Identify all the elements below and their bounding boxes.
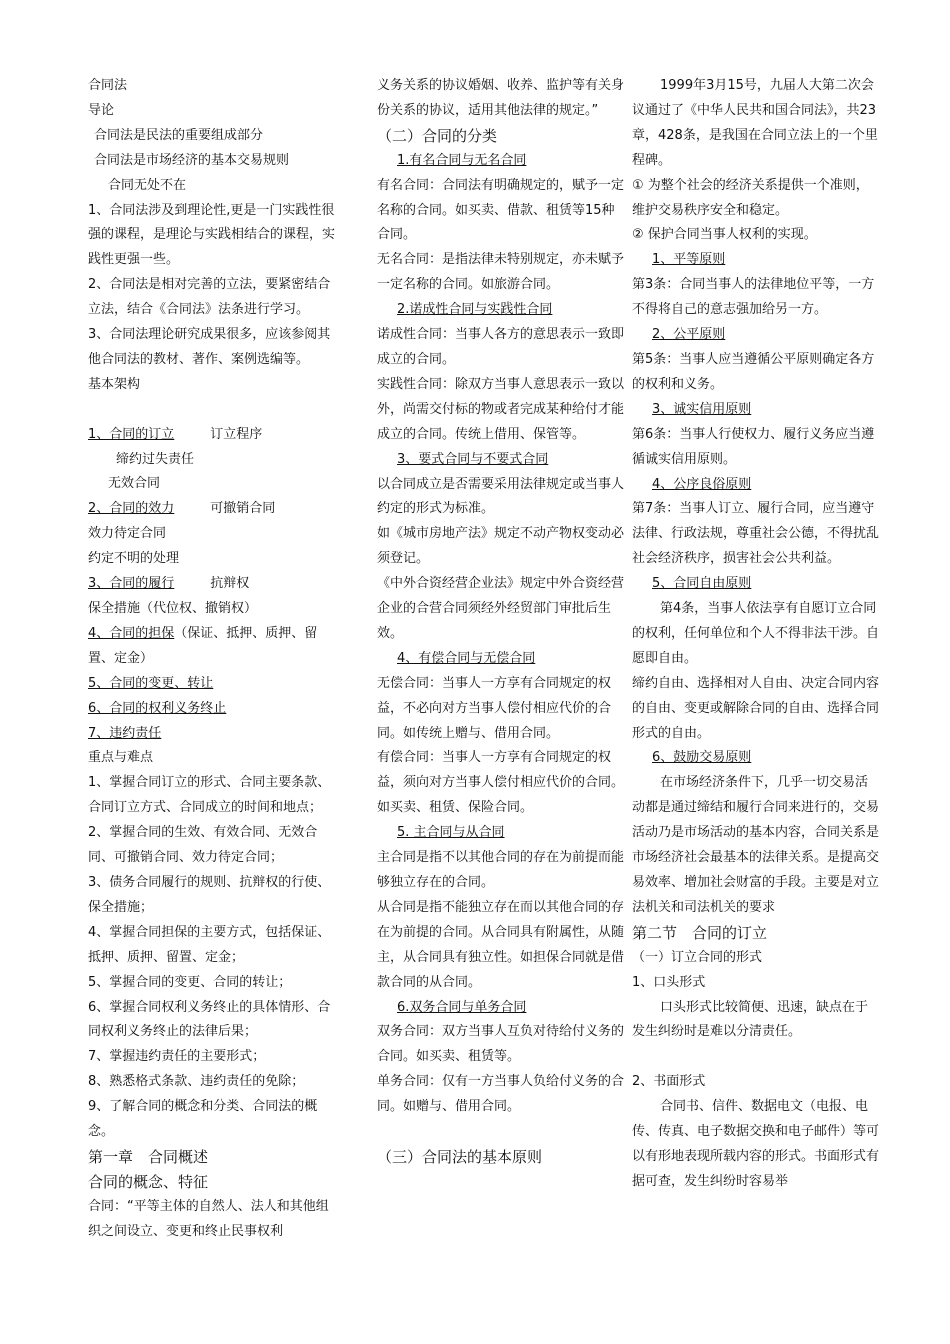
paragraph: 主合同是指不以其他合同的存在为前提而能够独立存在的合同。 (377, 850, 625, 890)
outline-item (88, 622, 336, 672)
paragraph: 3、合同法理论研究成果很多，应该参阅其他合同法的教材、著作、案例选编等。 (88, 327, 331, 367)
paragraph: 双务合同：双方当事人互负对待给付义务的合同。如买卖、租赁等。 (377, 1024, 625, 1065)
list-item: 8、熟悉格式条款、违约责任的免除； (88, 1074, 305, 1090)
paragraph: 合同法是民法的重要组成部分 (94, 127, 264, 143)
spacer (632, 1045, 880, 1070)
section-heading: 第二节 合同的订立 (632, 923, 768, 942)
principle-heading: 6、鼓励交易原则 (652, 750, 752, 766)
doc-title: 合同法 (88, 78, 128, 93)
paragraph: 1、合同法涉及到理论性,更是一门实践性很强的课程，是理论与实践相结合的课程，实践性更强一些。 (88, 202, 336, 268)
section-heading: （二）合同的分类 (377, 126, 498, 145)
list-item: 1、掌握合同订立的形式、合同主要条款、合同订立方式、合同成立的时间和地点； (88, 775, 331, 816)
list-item: 4、掌握合同担保的主要方式，包括保证、抵押、质押、留置、定金； (88, 924, 331, 965)
outline-subitem: 抗辩权 (210, 576, 250, 592)
outline-subitem: 缔约过失责任 (116, 451, 195, 467)
section-heading: 基本架构 (88, 376, 141, 392)
section-heading: 合同的概念、特征 (88, 1172, 209, 1191)
paragraph: 无偿合同：当事人一方享有合同规定的权益，不必向对方当事人偿付相应代价的合同。如传统上赠与、借用合同。 (377, 675, 612, 741)
paragraph: 2、合同法是相对完善的立法，要紧密结合立法，结合《合同法》法条进行学习。 (88, 277, 331, 318)
outline-heading: 5、合同的变更、转让 (88, 675, 214, 691)
paragraph: 第4条，当事人依法享有自愿订立合同的权利，任何单位和个人不得非法干涉。自愿即自由。 (632, 601, 880, 666)
subsection-heading: 4、有偿合同与无偿合同 (397, 650, 536, 666)
paragraph: 如《城市房地产法》规定不动产物权变动必须登记。 (377, 526, 625, 567)
subsection-heading: （一）订立合同的形式 (632, 949, 763, 965)
paragraph: 有偿合同：当事人一方享有合同规定的权益，须向对方当事人偿付相应代价的合同。如买卖、租赁、保险合同。 (377, 750, 625, 816)
subsection-heading: 2.诺成性合同与实践性合同 (397, 302, 553, 318)
paragraph: 无名合同：是指法律未特别规定，亦未赋予一定名称的合同。如旅游合同。 (377, 252, 625, 293)
paragraph: 单务合同：仅有一方当事人负给付义务的合同。如赠与、借用合同。 (377, 1074, 625, 1115)
subsection-heading: 1、口头形式 (632, 974, 706, 990)
outline-item (88, 423, 336, 448)
paragraph: 义务关系的协议婚姻、收养、监护等有关身份关系的协议，适用其他法律的规定。” (377, 78, 625, 118)
paragraph: 以合同成立是否需要采用法律规定或当事人约定的形式为标准。 (377, 476, 625, 517)
outline-subitem: 无效合同 (108, 476, 161, 492)
principle-heading: 1、平等原则 (652, 252, 726, 268)
column-middle (377, 74, 625, 1170)
outline-heading: 3、合同的履行 (88, 576, 175, 592)
paragraph: 合同：“平等主体的自然人、法人和其他组织之间设立、变更和终止民事权利 (88, 1198, 329, 1239)
section-heading: 重点与难点 (88, 750, 154, 766)
outline-subitem: （保证、抵押、质押、留置、定金） (88, 625, 318, 666)
paragraph: 1999年3月15号，九届人大第二次会议通过了《中华人民共和国合同法》，共23章，428条，是我国在合同立法上的一个里程碑。 (632, 78, 878, 168)
paragraph: 第3条：合同当事人的法律地位平等，一方不得将自己的意志强加给另一方。 (632, 277, 875, 318)
outline-heading: 6、合同的权利义务终止 (88, 700, 227, 716)
paragraph: 实践性合同：除双方当事人意思表示一致以外，尚需交付标的物或者完成某种给付才能成立的合同。传统上借用、保管等。 (377, 376, 625, 442)
subsection-heading: 5. 主合同与从合同 (397, 825, 505, 841)
paragraph: 合同书、信件、数据电文（电报、电传、传真、电子数据交换和电子邮件）等可以有形地表现所载内容的形式。书面形式有据可查，发生纠纷时容易举 (632, 1099, 880, 1189)
paragraph: 第5条：当事人应当遵循公平原则确定各方的权利和义务。 (632, 351, 875, 392)
paragraph: 合同法是市场经济的基本交易规则 (94, 152, 290, 168)
outline-heading: 4、合同的担保 (88, 625, 175, 641)
outline-subitem: 效力待定合同 (88, 526, 167, 542)
list-item: 6、掌握合同权利义务终止的具体情形、合同权利义务终止的法律后果； (88, 999, 331, 1040)
principle-heading: 2、公平原则 (652, 327, 726, 343)
outline-subitem: 保全措施（代位权、撤销权） (88, 601, 258, 617)
section-heading: （三）合同法的基本原则 (377, 1147, 543, 1166)
outline-heading: 2、合同的效力 (88, 501, 175, 517)
paragraph: 第6条：当事人行使权力、履行义务应当遵循诚实信用原则。 (632, 426, 875, 467)
outline-item (88, 497, 336, 522)
paragraph: ② 保护合同当事人权利的实现。 (632, 227, 817, 243)
subsection-heading: 2、书面形式 (632, 1074, 706, 1090)
chapter-heading: 第一章 合同概述 (88, 1147, 209, 1166)
subsection-heading: 1.有名合同与无名合同 (397, 152, 527, 168)
subsection-heading: 3、要式合同与不要式合同 (397, 451, 549, 467)
paragraph: 口头形式比较简便、迅速，缺点在于发生纠纷时是难以分清责任。 (632, 999, 869, 1040)
paragraph: ① 为整个社会的经济关系提供一个准则，维护交易秩序安全和稳定。 (632, 177, 869, 218)
spacer (377, 1120, 625, 1145)
column-right (632, 74, 880, 1195)
paragraph: 第7条：当事人订立、履行合同，应当遵守法律、行政法规，尊重社会公德，不得扰乱社会经济秩序，损害社会公共利益。 (632, 501, 880, 567)
list-item: 5、掌握合同的变更、合同的转让； (88, 974, 292, 990)
paragraph: 从合同是指不能独立存在而以其他合同的存在为前提的合同。从合同具有附属性，从随主，从合同具有独立性。如担保合同就是借款合同的从合同。 (377, 899, 625, 990)
list-item: 9、了解合同的概念和分类、合同法的概念。 (88, 1099, 318, 1140)
column-left (88, 74, 336, 1245)
principle-heading: 5、合同自由原则 (652, 576, 752, 592)
outline-subitem: 约定不明的处理 (88, 551, 180, 567)
section-heading: 导论 (88, 102, 115, 118)
principle-heading: 4、公序良俗原则 (652, 476, 752, 492)
list-item: 7、掌握违约责任的主要形式； (88, 1049, 266, 1065)
subsection-heading: 6.双务合同与单务合同 (397, 999, 527, 1015)
paragraph: 缔约自由、选择相对人自由、决定合同内容的自由、变更或解除合同的自由、选择合同形式的自由。 (632, 675, 880, 741)
paragraph: 诺成性合同：当事人各方的意思表示一致即成立的合同。 (377, 327, 625, 367)
principle-heading: 3、诚实信用原则 (652, 401, 752, 417)
outline-item (88, 572, 336, 597)
outline-heading: 7、违约责任 (88, 725, 162, 741)
list-item: 2、掌握合同的生效、有效合同、无效合同、可撤销合同、效力待定合同； (88, 825, 318, 866)
outline-subitem: 可撤销合同 (210, 501, 276, 517)
outline-heading: 1、合同的订立 (88, 426, 175, 442)
paragraph: 有名合同：合同法有明确规定的，赋予一定名称的合同。如买卖、借款、租赁等15种合同。 (377, 177, 625, 243)
paragraph: 在市场经济条件下，几乎一切交易活动都是通过缔结和履行合同来进行的，交易活动乃是市场活动的基本内容，合同关系是市场经济社会最基本的法律关系。是提高交易效率、增加社会财富的手段。主要是对立法机关和司法机关的要求 (632, 775, 880, 915)
spacer (88, 398, 336, 423)
outline-subitem: 订立程序 (210, 426, 263, 442)
paragraph: 《中外合资经营企业法》规定中外合资经营企业的合营合同须经外经贸部门审批后生效。 (377, 576, 625, 641)
list-item: 3、债务合同履行的规则、抗辩权的行使、保全措施； (88, 874, 331, 915)
paragraph: 合同无处不在 (108, 177, 187, 193)
